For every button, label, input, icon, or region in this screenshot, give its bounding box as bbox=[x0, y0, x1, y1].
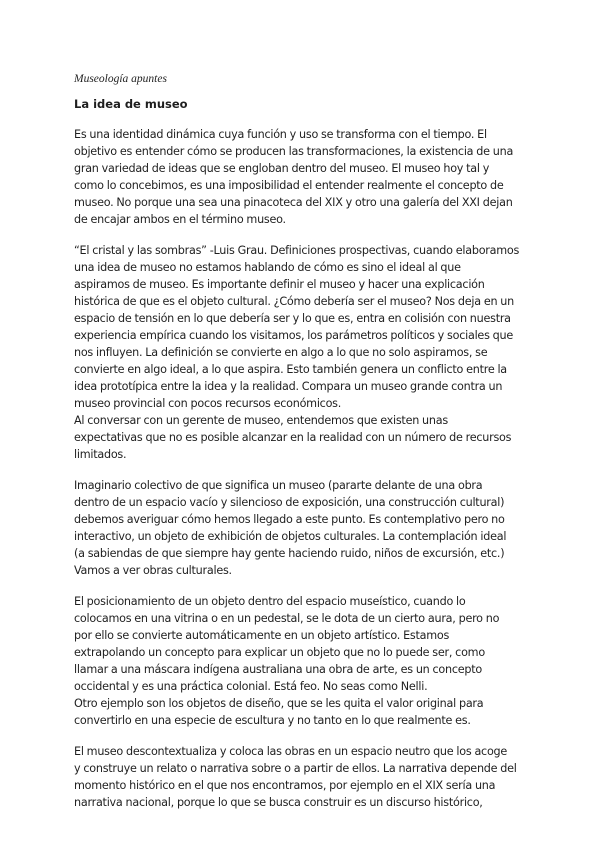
text-line: convertirlo en una especie de escultura y no tanto en lo que realmente es. bbox=[74, 714, 471, 727]
text-line: espacio de tensión en lo que debería ser y lo que es, entra en colisión con nuestra bbox=[74, 312, 511, 325]
text-line: colocamos en una vitrina o en un pedestal, se le dota de un cierto aura, pero no bbox=[74, 612, 500, 625]
text-line: debemos averiguar cómo hemos llegado a este punto. Es contemplativo pero no bbox=[74, 513, 505, 526]
paragraph bbox=[74, 126, 522, 228]
text-line: museo provincial con pocos recursos económicos. bbox=[74, 397, 342, 410]
document-title: La idea de museo bbox=[74, 97, 188, 111]
paragraph bbox=[74, 242, 522, 463]
text-line: experiencia empírica cuando los visitamos, los parámetros políticos y sociales que bbox=[74, 329, 513, 342]
text-line: Imaginario colectivo de que significa un museo (pararte delante de una obra bbox=[74, 479, 483, 492]
text-line: “El cristal y las sombras” -Luis Grau. Definiciones prospectivas, cuando elaboramos bbox=[74, 244, 520, 257]
text-line: gran variedad de ideas que se engloban dentro del museo. El museo hoy tal y bbox=[74, 162, 490, 175]
text-line: limitados. bbox=[74, 448, 127, 461]
text-line: una idea de museo no estamos hablando de cómo es sino el ideal al que bbox=[74, 261, 461, 274]
text-line: Es una identidad dinámica cuya función y uso se transforma con el tiempo. El bbox=[74, 128, 487, 141]
document-header: Museología apuntes bbox=[74, 73, 167, 85]
text-line: llamar a una máscara indígena australiana una obra de arte, es un concepto bbox=[74, 663, 482, 676]
text-line: interactivo, un objeto de exhibición de objetos culturales. La contemplación ideal bbox=[74, 530, 507, 543]
text-line: El museo descontextualiza y coloca las obras en un espacio neutro que los acoge bbox=[74, 745, 508, 758]
text-line: objetivo es entender cómo se producen las transformaciones, la existencia de una bbox=[74, 145, 514, 158]
text-line: occidental y es una práctica colonial. Está feo. No seas como Nelli. bbox=[74, 680, 428, 693]
text-line: idea prototípica entre la idea y la realidad. Compara un museo grande contra un bbox=[74, 380, 503, 393]
paragraph bbox=[74, 743, 522, 811]
text-line: dentro de un espacio vacío y silencioso de exposición, una construcción cultural) bbox=[74, 496, 505, 509]
text-line: convierte en algo ideal, a lo que aspira. Esto también genera un conflicto entre la bbox=[74, 363, 507, 376]
text-line: histórica de que es el objeto cultural. ¿Cómo debería ser el museo? Nos deja en un bbox=[74, 295, 514, 308]
text-line: aspiramos de museo. Es importante definir el museo y hacer una explicación bbox=[74, 278, 485, 291]
text-line: momento histórico en el que nos encontramos, por ejemplo en el XIX sería una bbox=[74, 779, 496, 792]
text-line: extrapolando un concepto para explicar un objeto que no lo puede ser, como bbox=[74, 646, 485, 659]
text-line: El posicionamiento de un objeto dentro del espacio museístico, cuando lo bbox=[74, 595, 466, 608]
paragraph bbox=[74, 477, 522, 579]
text-line: y construye un relato o narrativa sobre o a partir de ellos. La narrativa depende del bbox=[74, 762, 517, 775]
text-line: Al conversar con un gerente de museo, entendemos que existen unas bbox=[74, 414, 448, 427]
text-line: por ello se convierte automáticamente en un objeto artístico. Estamos bbox=[74, 629, 450, 642]
text-line: Vamos a ver obras culturales. bbox=[74, 564, 232, 577]
text-line: museo. No porque una sea una pinacoteca del XIX y otro una galería del XXI dejan bbox=[74, 196, 513, 209]
text-line: de encajar ambos en el término museo. bbox=[74, 213, 286, 226]
document-body bbox=[74, 126, 522, 811]
text-line: expectativas que no es posible alcanzar en la realidad con un número de recursos bbox=[74, 431, 512, 444]
text-line: Otro ejemplo son los objetos de diseño, que se les quita el valor original para bbox=[74, 697, 484, 710]
text-line: (a sabiendas de que siempre hay gente haciendo ruido, niños de excursión, etc.) bbox=[74, 547, 505, 560]
text-line: como lo concebimos, es una imposibilidad el entender realmente el concepto de bbox=[74, 179, 504, 192]
text-line: narrativa nacional, porque lo que se busca construir es un discurso histórico, bbox=[74, 796, 483, 809]
paragraph bbox=[74, 593, 522, 729]
text-line: nos influyen. La definición se convierte en algo a lo que no solo aspiramos, se bbox=[74, 346, 488, 359]
